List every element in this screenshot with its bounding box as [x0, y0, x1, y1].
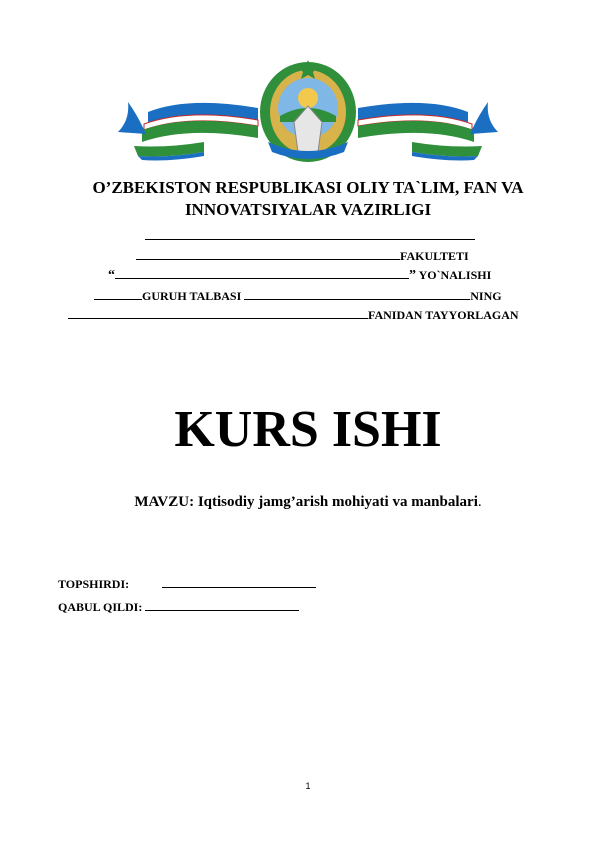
student-name-blank[interactable]: [244, 288, 470, 300]
ministry-name-line2: INNOVATSIYALAR VAZIRLIGI: [184, 200, 432, 219]
group-line: [94, 288, 502, 304]
left-ribbon: [118, 102, 258, 161]
faculty-blank[interactable]: [136, 248, 400, 260]
ning-label: NING: [470, 289, 502, 303]
state-emblem: [108, 56, 508, 164]
topic-text: Iqtisodiy jamg’arish mohiyati va manbalari: [197, 494, 478, 510]
open-quote: “: [108, 268, 115, 283]
page-number: 1: [305, 781, 311, 791]
accepted-label: QABUL QILDI:: [58, 600, 143, 614]
faculty-line: [136, 248, 469, 264]
topic-period: .: [477, 494, 482, 510]
emblem-medallion: [260, 60, 356, 162]
accepted-by-row: [58, 599, 299, 615]
right-ribbon: [358, 102, 498, 161]
subject-blank[interactable]: [68, 307, 368, 319]
faculty-label: FAKULTETI: [400, 249, 469, 263]
accepted-blank[interactable]: [145, 599, 299, 611]
submitted-by-row: [58, 576, 316, 592]
submitted-blank[interactable]: [162, 576, 316, 588]
subject-label: FANIDAN TAYYORLAGAN: [368, 308, 519, 322]
group-blank[interactable]: [94, 288, 142, 300]
direction-label: YO`NALISHI: [418, 268, 492, 282]
blank-line: [145, 228, 475, 244]
subject-line: [68, 307, 519, 323]
topic-label: MAVZU:: [134, 494, 195, 510]
submitted-label: TOPSHIRDI:: [58, 577, 130, 591]
direction-blank[interactable]: [115, 267, 409, 279]
direction-line: [108, 267, 491, 284]
topic-line: [0, 492, 596, 512]
close-quote: ”: [409, 268, 416, 283]
group-label: GURUH TALBASI: [142, 289, 242, 303]
ministry-name-line1: O’ZBEKISTON RESPUBLIKASI OLIY TA`LIM, FAN VA: [92, 178, 524, 197]
fill-in-blank[interactable]: [145, 228, 475, 240]
document-title: KURS ISHI: [174, 401, 442, 458]
